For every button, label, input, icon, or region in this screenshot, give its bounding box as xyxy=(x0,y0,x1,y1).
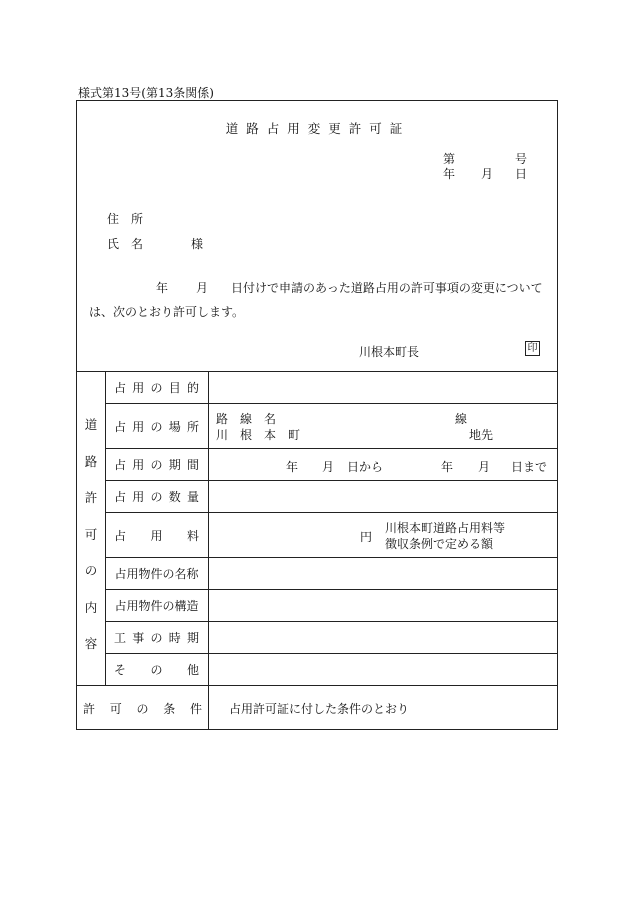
section-label-char: 容 xyxy=(84,636,98,651)
section-label-char: の xyxy=(84,563,98,578)
date-month: 月 xyxy=(481,167,494,181)
row-label-quantity: 占 用 の 数 量 xyxy=(114,489,199,504)
fee-rule-line1: 川根本町道路占用料等 xyxy=(385,521,506,535)
section-label-char: 許 xyxy=(84,490,98,505)
name-label: 氏 名 xyxy=(107,237,144,251)
section-label-char: 可 xyxy=(84,527,98,542)
row-label-fee: 占 用 料 xyxy=(114,528,199,543)
body-line1: 日付けで申請のあった道路占用の許可事項の変更について xyxy=(231,281,543,295)
section-label-char: 路 xyxy=(84,454,98,469)
honorific: 様 xyxy=(191,237,204,251)
row-label-object-name: 占用物件の名称 xyxy=(114,566,199,581)
row-label-place: 占 用 の 場 所 xyxy=(114,419,199,434)
place-route-label: 路 線 名 xyxy=(216,412,277,426)
date-day: 日 xyxy=(515,167,528,181)
place-route-suffix: 線 xyxy=(455,412,468,426)
conditions-label: 許 可 の 条 件 xyxy=(83,701,202,716)
row-label-purpose: 占 用 の 目 的 xyxy=(114,380,199,395)
period-year1: 年 xyxy=(286,460,299,474)
seal-mark: 印 xyxy=(525,341,540,356)
period-month2: 月 xyxy=(478,460,491,474)
place-town-suffix: 地先 xyxy=(469,428,494,442)
date-year: 年 xyxy=(443,167,456,181)
period-until: 日まで xyxy=(511,460,548,474)
body-year: 年 xyxy=(156,281,169,295)
conditions-value: 占用許可証に付した条件のとおり xyxy=(229,702,410,716)
address-label: 住 所 xyxy=(107,212,144,226)
body-line2: は、次のとおり許可します。 xyxy=(89,305,245,319)
permit-form xyxy=(76,100,558,730)
period-year2: 年 xyxy=(441,460,454,474)
form-number: 様式第13号(第13条関係) xyxy=(78,86,214,100)
issuer-name: 川根本町長 xyxy=(359,345,420,359)
section-label-char: 道 xyxy=(84,417,98,432)
row-label-object-structure: 占用物件の構造 xyxy=(114,598,199,613)
row-label-construction-time: 工 事 の 時 期 xyxy=(114,630,199,645)
section-label-char: 内 xyxy=(84,600,98,615)
document-title: 道路占用変更許可証 xyxy=(225,121,411,136)
row-label-period: 占 用 の 期 間 xyxy=(114,457,199,472)
fee-rule-line2: 徴収条例で定める額 xyxy=(385,537,494,551)
number-go: 号 xyxy=(515,152,528,166)
period-month1: 月 xyxy=(322,460,335,474)
place-town-label: 川 根 本 町 xyxy=(216,428,301,442)
period-from: 日から xyxy=(347,460,384,474)
fee-yen: 円 xyxy=(360,530,373,544)
row-label-other: そ の 他 xyxy=(114,662,199,677)
body-month: 月 xyxy=(196,281,209,295)
number-dai: 第 xyxy=(443,152,456,166)
